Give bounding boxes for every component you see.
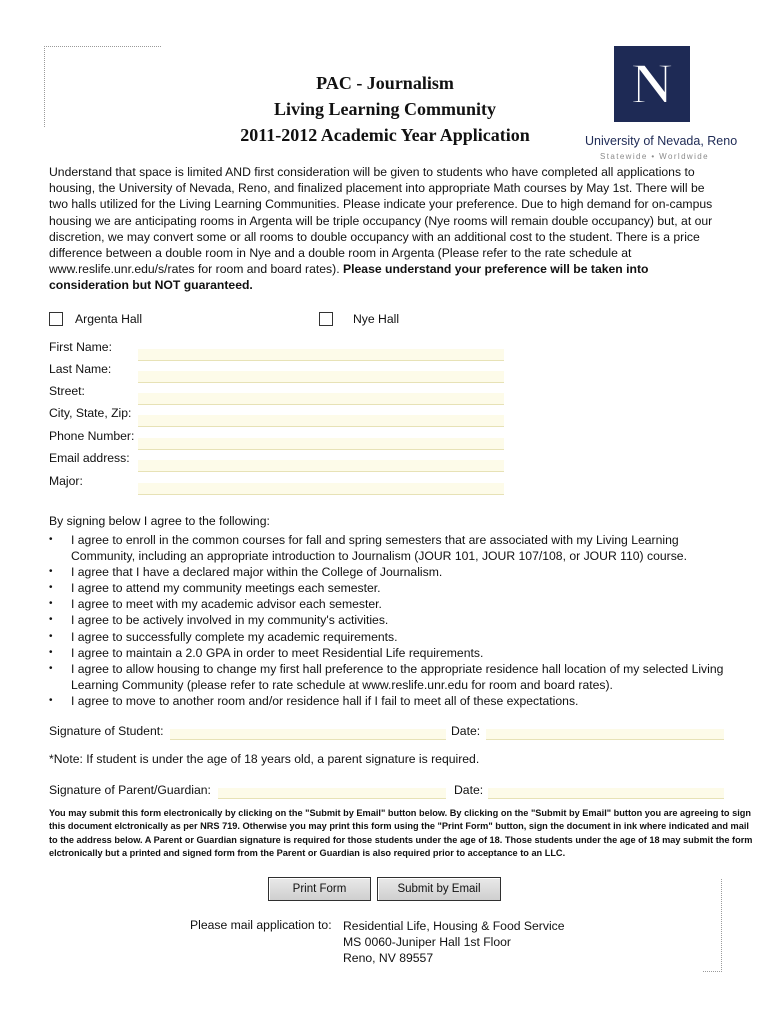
argenta-label: Argenta Hall bbox=[75, 312, 143, 326]
student-signature-label: Signature of Student: bbox=[49, 724, 164, 738]
address-line-1: Residential Life, Housing & Food Service bbox=[343, 919, 565, 933]
agreement-item: • I agree to successfully complete my academic requirements. bbox=[49, 629, 729, 645]
major-field[interactable] bbox=[138, 483, 504, 495]
nye-option[interactable] bbox=[319, 310, 399, 328]
address-line-3: Reno, NV 89557 bbox=[343, 951, 434, 965]
city-state-zip-field[interactable] bbox=[138, 415, 504, 427]
university-tagline: Statewide • Worldwide bbox=[600, 152, 709, 161]
major-label: Major: bbox=[49, 474, 83, 488]
agreement-item: • I agree to move to another room and/or residence hall if I fail to meet all of these expectations. bbox=[49, 693, 729, 709]
mailing-address bbox=[343, 918, 565, 966]
agreement-item: • I agree to maintain a 2.0 GPA in order to meet Residential Life requirements. bbox=[49, 645, 729, 661]
agreement-item: • I agree to be actively involved in my community's activities. bbox=[49, 612, 729, 628]
print-form-button[interactable]: Print Form bbox=[268, 877, 371, 901]
intro-paragraph bbox=[49, 164, 725, 294]
title-line-2: Living Learning Community bbox=[273, 99, 497, 119]
city-state-zip-label: City, State, Zip: bbox=[49, 406, 132, 420]
form-corner-marker-bottom bbox=[703, 879, 722, 972]
first-name-field[interactable] bbox=[138, 349, 504, 361]
submission-instructions: You may submit this form electronically by clicking on the "Submit by Email" button below. By clicking on the "Submit by Email" button you are agreeing to sign this document elctronically as per NRS 719. Otherwise you may print this form using the "Print Form" button, sign the document in ink where indicated and mail to the address below. A Parent or Guardian signature is required for those students under the age of 18. Those students under the age of 18 may submit the form elctronically but a printed and signed form from the Parent or Guardian is also required prior to acceptance to an LLC. bbox=[49, 808, 753, 859]
agreement-heading: By signing below I agree to the following: bbox=[49, 514, 270, 528]
email-field[interactable] bbox=[138, 460, 504, 472]
logo-letter: N bbox=[631, 51, 673, 116]
first-name-label: First Name: bbox=[49, 340, 112, 354]
university-logo bbox=[614, 46, 690, 122]
student-date-label: Date: bbox=[451, 724, 481, 738]
street-label: Street: bbox=[49, 384, 85, 398]
submit-by-email-button[interactable]: Submit by Email bbox=[377, 877, 501, 901]
parent-date-label: Date: bbox=[454, 783, 484, 797]
parent-date-field[interactable] bbox=[488, 788, 724, 799]
email-label: Email address: bbox=[49, 451, 130, 465]
form-corner-marker-top bbox=[44, 46, 161, 127]
page-title bbox=[190, 70, 580, 148]
agreement-item: • I agree that I have a declared major within the College of Journalism. bbox=[49, 564, 729, 580]
agreement-item: • I agree to enroll in the common courses for fall and spring semesters that are associated with my Living Learning Community, including an appropriate introduction to Journalism (JOUR 101, JOUR 107/108, or JOUR 110) course. bbox=[49, 532, 729, 564]
mail-label: Please mail application to: bbox=[190, 918, 332, 932]
student-signature-field[interactable] bbox=[170, 729, 446, 740]
agreement-item: • I agree to allow housing to change my first hall preference to the appropriate residence hall location of my selected Living Learning Community (please refer to rate schedule at www.reslife.unr.edu for room and board rates). bbox=[49, 661, 729, 693]
phone-field[interactable] bbox=[138, 438, 504, 450]
argenta-option[interactable] bbox=[49, 310, 142, 328]
nye-label: Nye Hall bbox=[353, 312, 400, 326]
title-line-3: 2011-2012 Academic Year Application bbox=[240, 125, 530, 145]
street-field[interactable] bbox=[138, 393, 504, 405]
last-name-label: Last Name: bbox=[49, 362, 112, 376]
intro-text: Understand that space is limited AND first consideration will be given to students who have completed all applications to housing, the University of Nevada, Reno, and finalized placement into appropriate Math courses by May 1st. There will be two halls utilized for the Living Learning Communities. Please indicate your preference. Due to high demand for on-campus housing we are anticipating rooms in Argenta will be triple occupancy (Nye rooms will remain double occupancy) but, at our discretion, we may convert some or all rooms to double occupancy with an additional cost to the student. There is a price difference between a double room in Nye and a double room in Argenta (Please refer to the rate schedule at www.reslife.unr.edu/s/rates for room and board rates). bbox=[49, 165, 713, 277]
title-line-1: PAC - Journalism bbox=[316, 73, 454, 93]
address-line-2: MS 0060-Juniper Hall 1st Floor bbox=[343, 935, 511, 949]
university-name: University of Nevada, Reno bbox=[585, 134, 738, 148]
nye-checkbox[interactable] bbox=[319, 312, 333, 326]
argenta-checkbox[interactable] bbox=[49, 312, 63, 326]
intro-bold-text: Please understand your preference will be taken into consideration but NOT guaranteed. bbox=[49, 262, 649, 293]
parent-signature-note: *Note: If student is under the age of 18 years old, a parent signature is required. bbox=[49, 752, 480, 766]
phone-label: Phone Number: bbox=[49, 429, 135, 443]
parent-signature-field[interactable] bbox=[218, 788, 446, 799]
agreement-list bbox=[49, 532, 729, 709]
student-date-field[interactable] bbox=[486, 729, 724, 740]
agreement-item: • I agree to meet with my academic advisor each semester. bbox=[49, 596, 729, 612]
parent-signature-label: Signature of Parent/Guardian: bbox=[49, 783, 211, 797]
agreement-item: • I agree to attend my community meetings each semester. bbox=[49, 580, 729, 596]
last-name-field[interactable] bbox=[138, 371, 504, 383]
